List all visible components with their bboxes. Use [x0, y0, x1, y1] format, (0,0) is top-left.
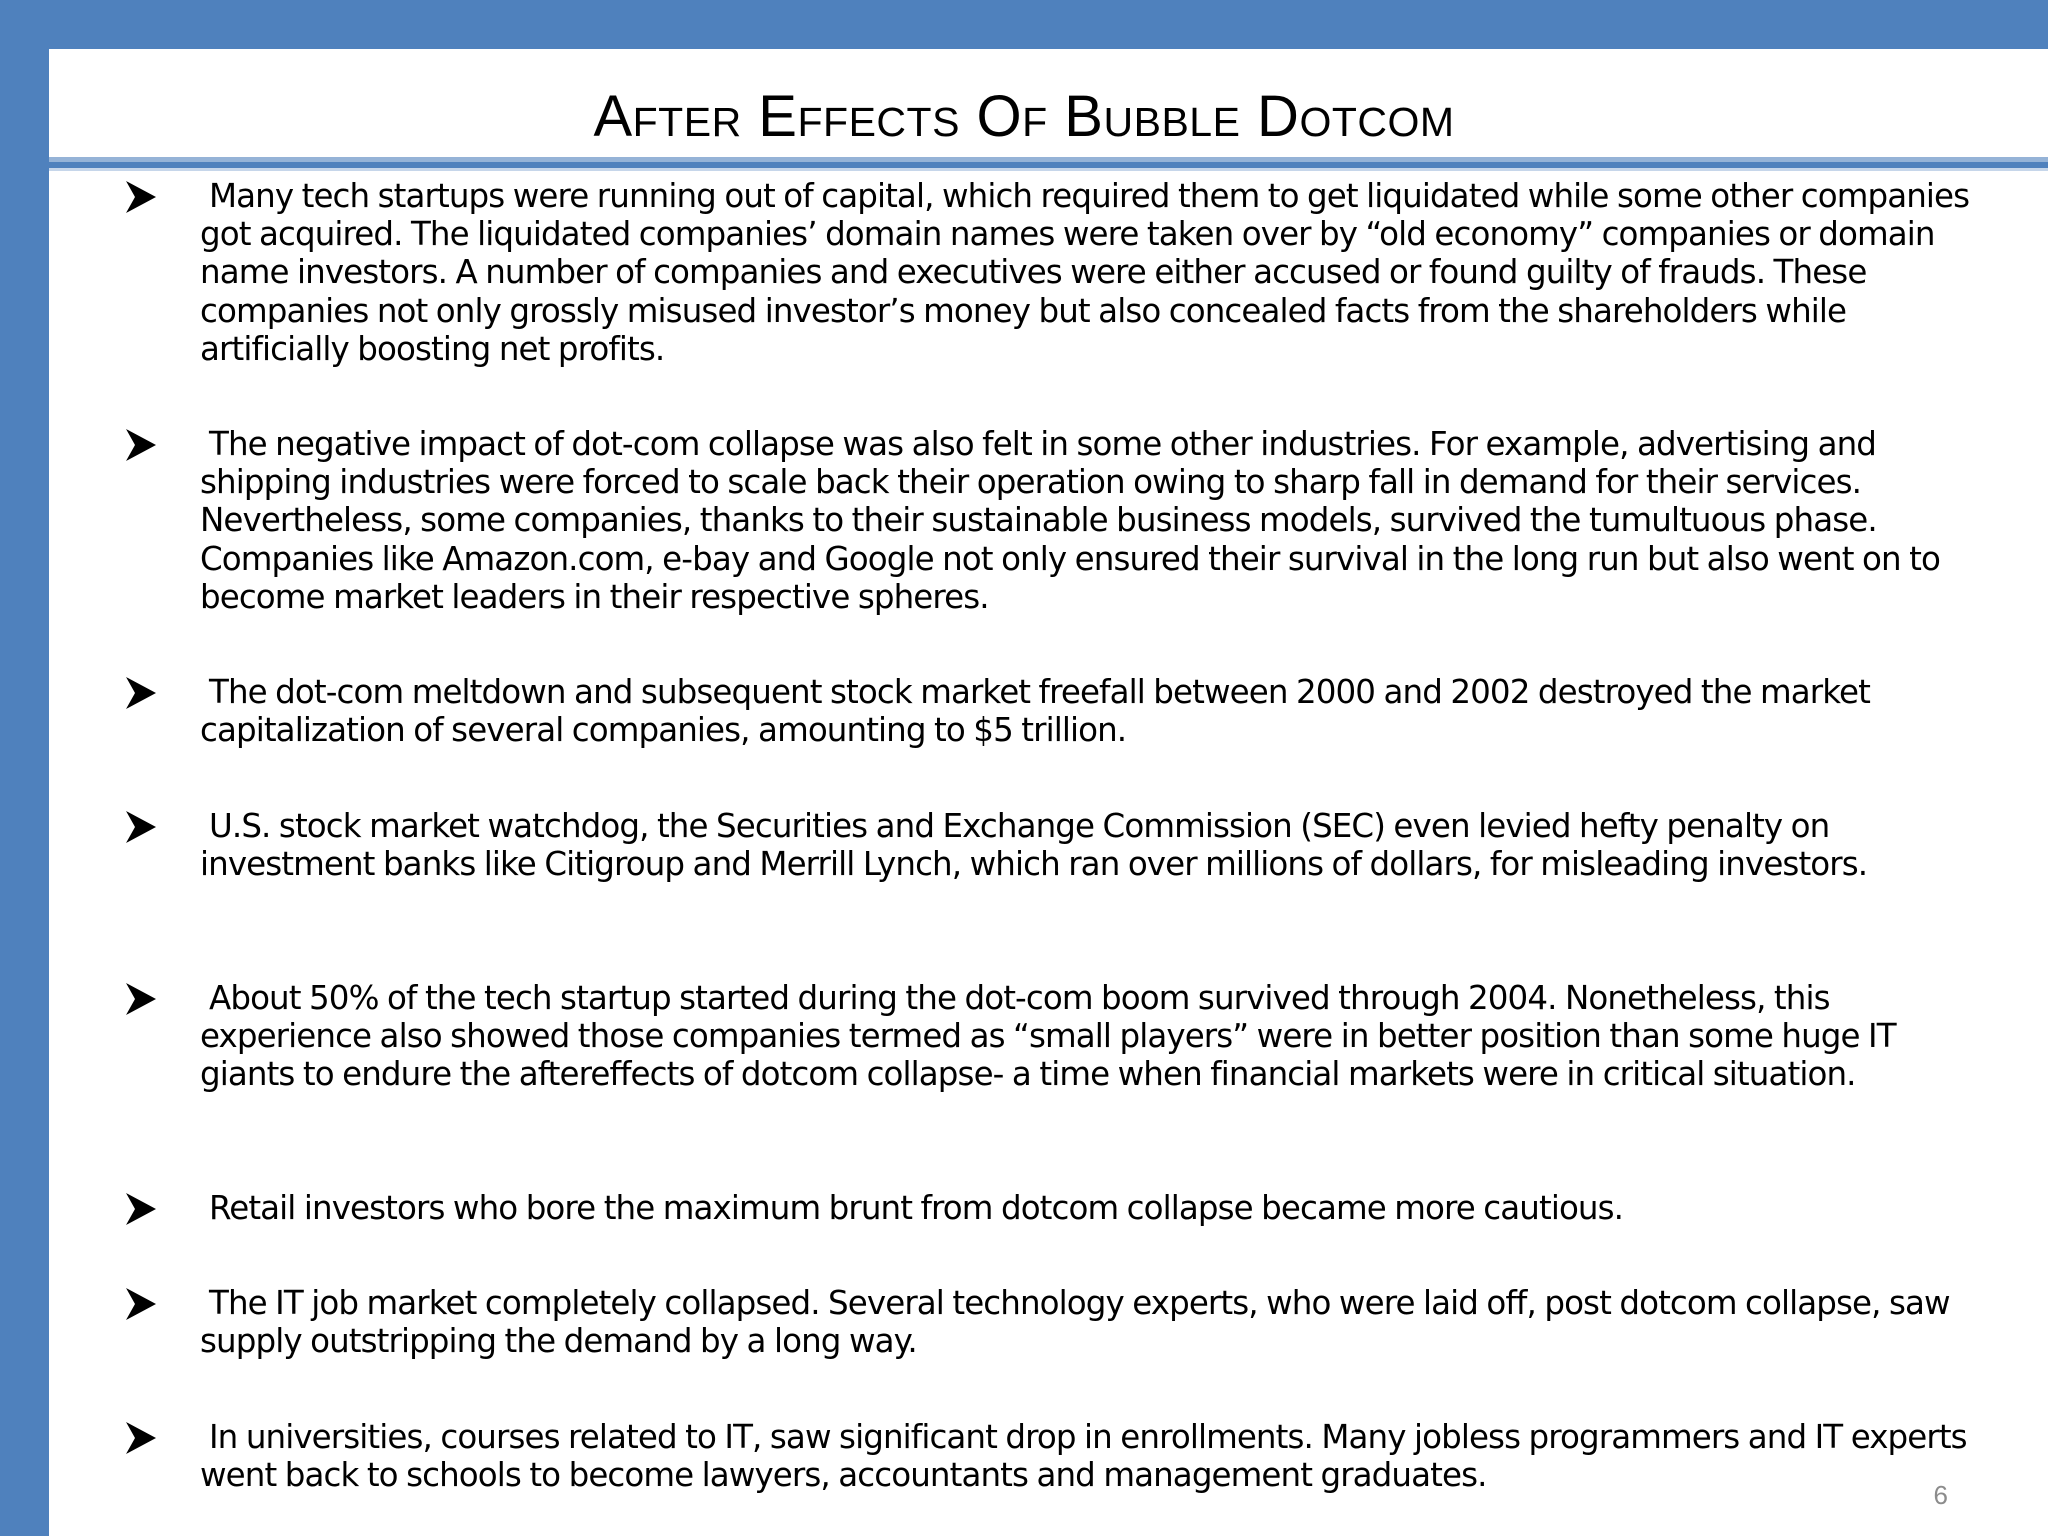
slide [49, 49, 2048, 1536]
bullet-text: The negative impact of dot-com collapse was also felt in some other industries. For example, advertising and shipping industries were forced to scale back their operation owing to sharp fall in demand for their services. Nevertheless, some companies, thanks to their sustainable business models, survived the tumultuous phase. Companies like Amazon.com, e-bay and Google not only ensured their survival in the long run but also went on to become market leaders in their respective spheres. [200, 425, 1940, 616]
arrowhead-bullet-icon [123, 807, 159, 847]
bullet-text: Retail investors who bore the maximum brunt from dotcom collapse became more cautious. [209, 1189, 1624, 1227]
arrowhead-bullet-icon [123, 1284, 159, 1324]
arrowhead-bullet-icon [123, 673, 159, 713]
bullet-text: The dot-com meltdown and subsequent stock market freefall between 2000 and 2002 destroyed the market capitalization of several companies, amounting to $5 trillion. [200, 673, 1870, 750]
bullet-text: The IT job market completely collapsed. Several technology experts, who were laid off, post dotcom collapse, saw supply outstripping the demand by a long way. [200, 1284, 1950, 1361]
bullet-text: U.S. stock market watchdog, the Securities and Exchange Commission (SEC) even levied hefty penalty on investment banks like Citigroup and Merrill Lynch, which ran over millions of dollars, for misleading investors. [200, 807, 1868, 884]
slide-title: After Effects Of Bubble Dotcom [593, 84, 1455, 149]
arrowhead-bullet-icon [123, 1189, 159, 1229]
bullet-list [49, 49, 2048, 1536]
bullet-text: In universities, courses related to IT, saw significant drop in enrollments. Many jobless programmers and IT experts went back to schools to become lawyers, accountants and management graduates. [200, 1418, 1967, 1495]
arrowhead-bullet-icon [123, 1418, 159, 1458]
bullet-text: About 50% of the tech startup started during the dot-com boom survived through 2004. Nonetheless, this experience also showed those companies termed as “small players” were in better position than some huge IT giants to endure the aftereffects of dotcom collapse- a time when financial markets were in critical situation. [200, 979, 1896, 1094]
bullet-text: Many tech startups were running out of capital, which required them to get liquidated while some other companies got acquired. The liquidated companies’ domain names were taken over by “old economy” companies or domain name investors. A number of companies and executives were either accused or found guilty of frauds. These companies not only grossly misused investor’s money but also concealed facts from the shareholders while artificially boosting net profits. [200, 177, 1970, 368]
arrowhead-bullet-icon [123, 177, 159, 217]
page-number: 6 [1933, 1480, 1948, 1510]
arrowhead-bullet-icon [123, 425, 159, 465]
arrowhead-bullet-icon [123, 979, 159, 1019]
